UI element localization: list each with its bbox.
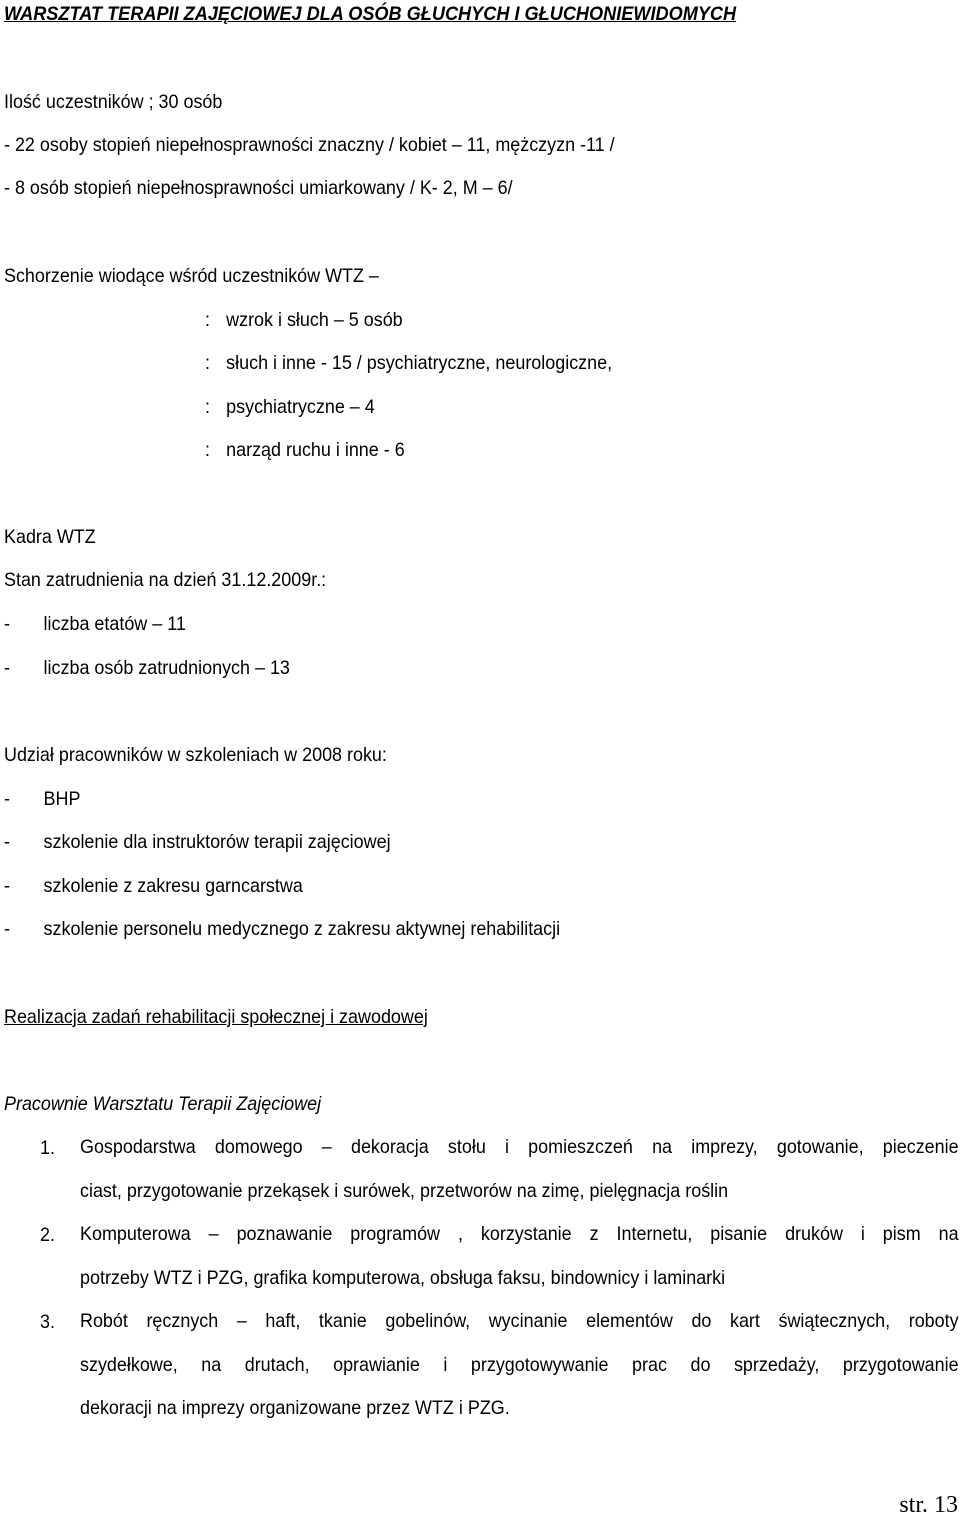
workshop-line: dekoracji na imprezy organizowane przez WTZ i PZG. bbox=[80, 1397, 510, 1419]
workshop-item bbox=[80, 1126, 959, 1213]
workshop-line: potrzeby WTZ i PZG, grafika komputerowa, obsługa faksu, bindownicy i laminarki bbox=[80, 1266, 726, 1289]
workshop-number: 2. bbox=[40, 1224, 55, 1246]
training-heading: Udział pracowników w szkoleniach w 2008 roku: bbox=[4, 744, 387, 766]
workshop-line: ciast, przygotowanie przekąsek i surówek, przetworów na zimę, pielęgnacja roślin bbox=[80, 1179, 729, 1202]
document-title: WARSZTAT TERAPII ZAJĘCIOWEJ DLA OSÓB GŁUCHYCH I GŁUCHONIEWIDOMYCH bbox=[4, 3, 737, 25]
workshop-line: szydełkowe, na drutach, oprawianie i przygotowywanie prac do sprzedaży, przygotowanie bbox=[80, 1353, 959, 1376]
staff-item: - liczba etatów – 11 bbox=[4, 613, 186, 635]
staff-item: - liczba osób zatrudnionych – 13 bbox=[4, 657, 290, 679]
disability-item: : wzrok i słuch – 5 osób bbox=[205, 309, 403, 331]
training-item: - szkolenie z zakresu garncarstwa bbox=[4, 875, 303, 897]
staff-heading: Kadra WTZ bbox=[4, 526, 96, 548]
training-item: - szkolenie personelu medycznego z zakresu aktywnej rehabilitacji bbox=[4, 918, 561, 940]
workshop-number: 1. bbox=[40, 1137, 55, 1159]
disability-item: : psychiatryczne – 4 bbox=[205, 396, 375, 418]
rehab-heading: Realizacja zadań rehabilitacji społecznej i zawodowej bbox=[4, 1006, 428, 1028]
workshop-line: Komputerowa – poznawanie programów , korzystanie z Internetu, pisanie druków i pism na bbox=[80, 1223, 959, 1245]
page-number: str. 13 bbox=[899, 1492, 958, 1518]
disabilities-heading: Schorzenie wiodące wśród uczestników WTZ – bbox=[4, 265, 379, 287]
disability-item: : narząd ruchu i inne - 6 bbox=[205, 439, 405, 461]
disability-item: : słuch i inne - 15 / psychiatryczne, neurologiczne, bbox=[205, 352, 613, 374]
staff-date-line: Stan zatrudnienia na dzień 31.12.2009r.: bbox=[4, 569, 327, 591]
participants-line: - 8 osób stopień niepełnosprawności umiarkowany / K- 2, M – 6/ bbox=[4, 177, 513, 199]
training-item: - szkolenie dla instruktorów terapii zajęciowej bbox=[4, 831, 391, 853]
workshop-line: Robót ręcznych – haft, tkanie gobelinów, wycinanie elementów do kart świątecznych, roboty bbox=[80, 1310, 959, 1332]
training-item: - BHP bbox=[4, 788, 81, 810]
workshop-item bbox=[80, 1300, 959, 1431]
workshop-item bbox=[80, 1213, 959, 1300]
participants-line: - 22 osoby stopień niepełnosprawności znaczny / kobiet – 11, mężczyzn -11 / bbox=[4, 134, 615, 156]
workshops-heading: Pracownie Warsztatu Terapii Zajęciowej bbox=[4, 1093, 322, 1115]
participants-count: Ilość uczestników ; 30 osób bbox=[4, 91, 223, 113]
workshop-number: 3. bbox=[40, 1311, 55, 1333]
workshop-line: Gospodarstwa domowego – dekoracja stołu i pomieszczeń na imprezy, gotowanie, pieczenie bbox=[80, 1136, 959, 1158]
